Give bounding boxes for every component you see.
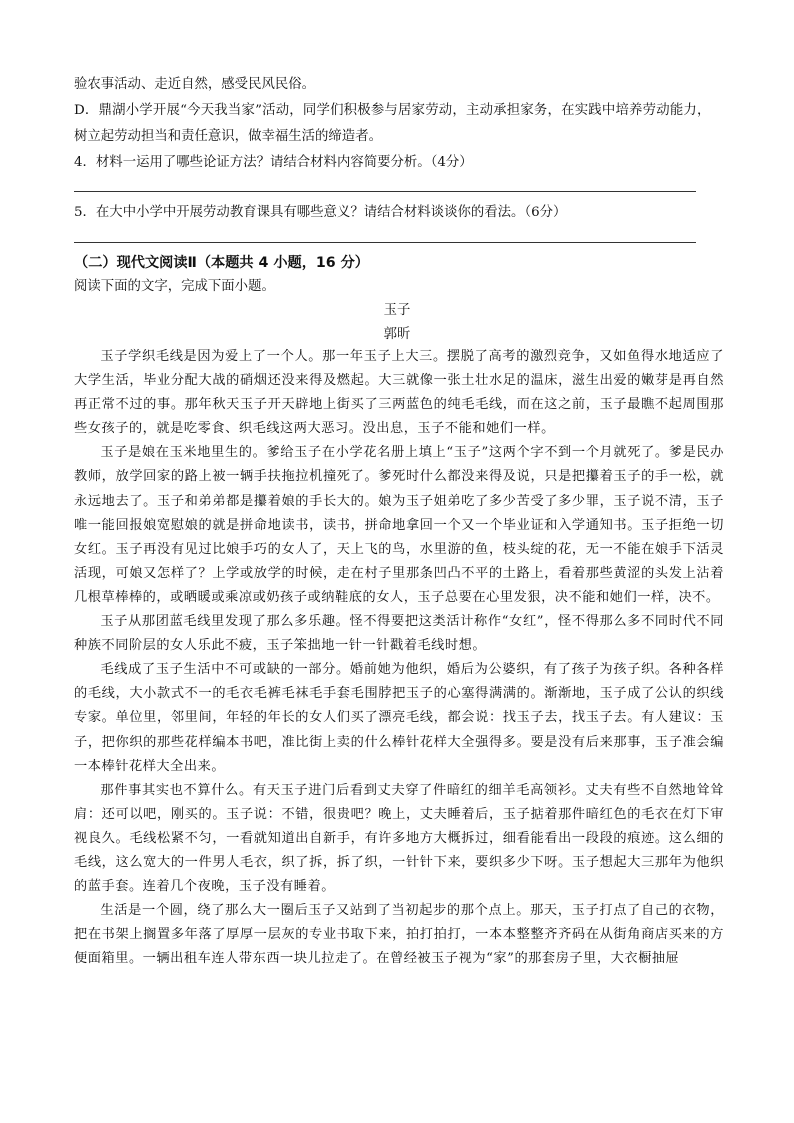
option-d-line-1: D．鼎湖小学开展“今天我当家”活动，同学们积极参与居家劳动，主动承担家务，在实践中培养劳动能力， xyxy=(74,103,711,118)
article-paragraph: 生活是一个圆，绕了那么大一圈后玉子又站到了当初起步的那个点上。那天，玉子打点了自己的衣物，把在书架上搁置多年落了厚厚一层灰的专业书取下来，拍打拍打，一本本整整齐齐码在从街角商店买来的方便面箱里。一辆出租车连人带东西一块儿拉走了。在曾经被玉子视为“家”的那套房子里，大衣橱抽屉 xyxy=(74,903,724,967)
section-heading: （二）现代文阅读Ⅱ（本题共 4 小题，16 分） xyxy=(74,255,369,271)
article-paragraph: 玉子学织毛线是因为爱上了一个人。那一年玉子上大三。摆脱了高考的激烈竞争，又如鱼得水地适应了大学生活，毕业分配大战的硝烟还没来得及燃起。大三就像一张土壮水足的温床，滋生出爱的嫩芽是再自然再正常不过的事。那年秋天玉子开天辟地上街买了三两蓝色的纯毛毛线，而在这之前，玉子最瞧不起周围那些女孩子的，就是吃零食、织毛线这两大恶习。没出息，玉子不能和她们一样。 xyxy=(74,349,724,437)
answer-line-q5 xyxy=(74,242,696,243)
option-c-continuation: 验农事活动、走近自然，感受民风民俗。 xyxy=(74,77,316,92)
question-5: 5．在大中小学中开展劳动教育课具有哪些意义？请结合材料谈谈你的看法。（6分） xyxy=(74,205,567,220)
question-4: 4．材料一运用了哪些论证方法？请结合材料内容简要分析。（4分） xyxy=(74,155,473,170)
option-d-line-2: 树立起劳动担当和责任意识，做幸福生活的缔造者。 xyxy=(74,129,382,144)
article-author: 郭昕 xyxy=(383,327,411,342)
answer-line-q4 xyxy=(74,191,696,192)
article-title: 玉子 xyxy=(383,303,411,318)
article-paragraph: 毛线成了玉子生活中不可或缺的一部分。婚前她为他织，婚后为公婆织，有了孩子为孩子织。各种各样的毛线，大小款式不一的毛衣毛裤毛袜毛手套毛围脖把玉子的心塞得满满的。渐渐地，玉子成了公认的织线专家。单位里，邻里间，年轻的年长的女人们买了漂亮毛线，都会说：找玉子去，找玉子去。有人建议：玉子，把你织的那些花样编本书吧，准比街上卖的什么棒针花样大全强得多。要是没有后来那事，玉子准会编一本棒针花样大全出来。 xyxy=(74,662,724,774)
article-paragraph: 那件事其实也不算什么。有天玉子进门后看到丈夫穿了件暗红的细羊毛高领衫。丈夫有些不自然地耸耸肩：还可以吧，刚买的。玉子说：不错，很贵吧？晚上，丈夫睡着后，玉子掂着那件暗红色的毛衣在灯下审视良久。毛线松紧不匀，一看就知道出自新手，有许多地方大概拆过，细看能看出一段段的痕迹。这么细的毛线，这么宽大的一件男人毛衣，织了拆，拆了织，一针针下来，要织多少下呀。玉子想起大三那年为他织的蓝手套。连着几个夜晚，玉子没有睡着。 xyxy=(74,782,724,895)
section-instruction: 阅读下面的文字，完成下面小题。 xyxy=(74,279,275,294)
article-paragraph: 玉子从那团蓝毛线里发现了那么多乐趣。怪不得要把这类活计称作“女红”，怪不得那么多不同时代不同种族不同阶层的女人乐此不疲，玉子笨拙地一针一针戳着毛线时想。 xyxy=(74,614,724,654)
article-paragraph: 玉子是娘在玉米地里生的。爹给玉子在小学花名册上填上“玉子”这两个字不到一个月就死了。爹是民办教师，放学回家的路上被一辆手扶拖拉机撞死了。爹死时什么都没来得及说，只是把攥着玉子的手一松，就永远地去了。玉子和弟弟都是攥着娘的手长大的。娘为玉子姐弟吃了多少苦受了多少罪，玉子说不清，玉子唯一能回报娘宽慰娘的就是拼命地读书，读书，拼命地拿回一个又一个毕业证和入学通知书。玉子拒绝一切女红。玉子再没有见过比娘手巧的女人了，天上飞的鸟，水里游的鱼，枝头绽的花，无一不能在娘手下活灵活现，可娘又怎样了？上学或放学的时候，走在村子里那条凹凸不平的土路上，看着那些黄涩的头发上沾着几根草棒棒的，或晒暖或乘凉或奶孩子或纳鞋底的女人，玉子总要在心里发狠，决不能和她们一样，决不。 xyxy=(74,445,724,605)
article-body xyxy=(74,345,724,971)
